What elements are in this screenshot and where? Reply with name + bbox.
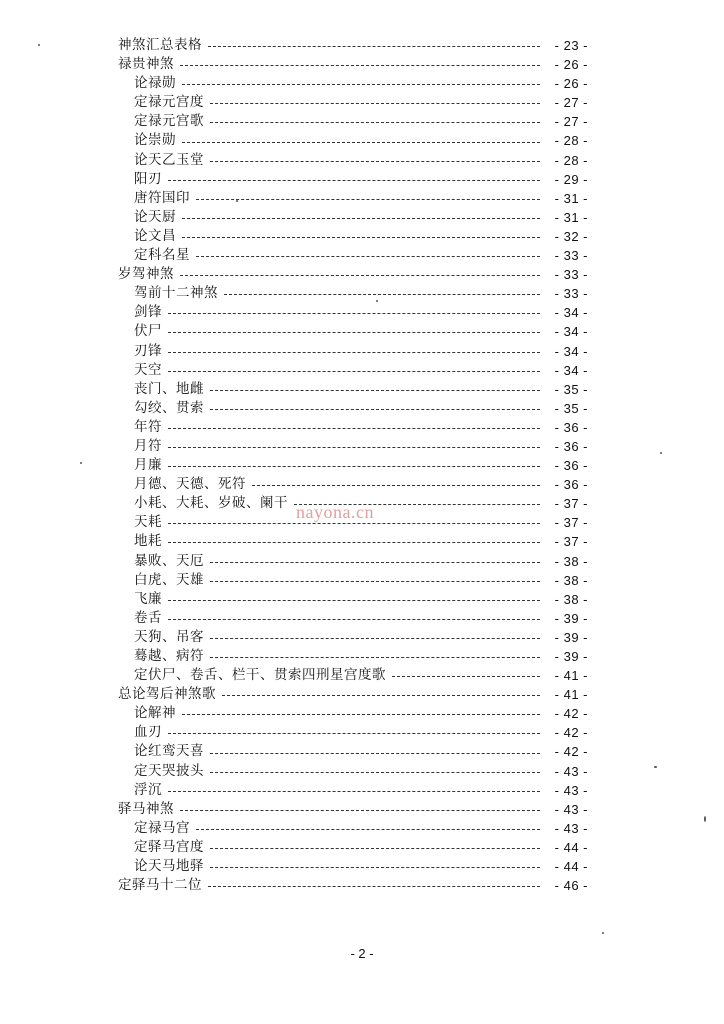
toc-entry bbox=[118, 571, 588, 590]
toc-entry-title: 论天马地驿 bbox=[134, 858, 204, 875]
toc-entry-page: - 33 - bbox=[554, 286, 588, 302]
toc-dot-leader bbox=[210, 390, 540, 391]
toc-entry-page: - 26 - bbox=[554, 76, 588, 92]
toc-dot-leader bbox=[210, 657, 540, 658]
toc-entry-page: - 31 - bbox=[554, 209, 588, 225]
toc-entry bbox=[118, 55, 588, 74]
toc-entry bbox=[118, 151, 588, 170]
toc-dot-leader bbox=[168, 428, 540, 429]
toc-entry bbox=[118, 131, 588, 150]
toc-entry-page: - 26 - bbox=[554, 57, 588, 73]
toc-dot-leader bbox=[182, 84, 540, 85]
toc-entry-title: 定驿马宫度 bbox=[134, 838, 204, 855]
toc-entry-page: - 41 - bbox=[554, 668, 588, 684]
toc-entry bbox=[118, 647, 588, 666]
toc-dot-leader bbox=[222, 695, 540, 696]
toc-dot-leader bbox=[196, 199, 540, 200]
toc-dot-leader bbox=[168, 352, 540, 353]
toc-dot-leader bbox=[210, 409, 540, 410]
toc-dot-leader bbox=[168, 447, 540, 448]
toc-entry-title: 定禄马宫 bbox=[134, 819, 190, 836]
toc-entry bbox=[118, 322, 588, 341]
toc-entry-page: - 36 - bbox=[554, 477, 588, 493]
toc-entry-title: 小耗、大耗、岁破、阑干 bbox=[134, 495, 288, 512]
toc-entry-page: - 38 - bbox=[554, 572, 588, 588]
toc-entry bbox=[118, 742, 588, 761]
toc-entry-title: 论禄勋 bbox=[134, 75, 176, 92]
toc-entry-title: 卷舌 bbox=[134, 609, 162, 626]
toc-entry-page: - 34 - bbox=[554, 324, 588, 340]
toc-entry-title: 阳刃 bbox=[134, 170, 162, 187]
toc-entry-title: 血刃 bbox=[134, 724, 162, 741]
toc-entry-title: 暴败、天厄 bbox=[134, 552, 204, 569]
toc-entry bbox=[118, 284, 588, 303]
toc-entry bbox=[118, 666, 588, 685]
toc-entry-page: - 43 - bbox=[554, 820, 588, 836]
toc-dot-leader bbox=[168, 523, 540, 524]
toc-entry-title: 月廉 bbox=[134, 457, 162, 474]
toc-entry bbox=[118, 93, 588, 112]
toc-dot-leader bbox=[168, 542, 540, 543]
toc-entry bbox=[118, 265, 588, 284]
toc-entry-title: 地耗 bbox=[134, 533, 162, 550]
toc-entry-title: 论红鸾天喜 bbox=[134, 743, 204, 760]
toc-entry-page: - 23 - bbox=[554, 38, 588, 53]
toc-entry-page: - 34 - bbox=[554, 305, 588, 321]
toc-entry-page: - 33 - bbox=[554, 248, 588, 264]
toc-entry bbox=[118, 399, 588, 418]
toc-entry bbox=[118, 456, 588, 475]
toc-entry-page: - 37 - bbox=[554, 515, 588, 531]
toc-entry-page: - 36 - bbox=[554, 419, 588, 435]
toc-entry bbox=[118, 303, 588, 322]
toc-entry-page: - 37 - bbox=[554, 496, 588, 512]
toc-entry bbox=[118, 189, 588, 208]
toc-entry bbox=[118, 361, 588, 380]
toc-entry-page: - 44 - bbox=[554, 839, 588, 855]
toc-dot-leader bbox=[180, 810, 540, 811]
toc-dot-leader bbox=[182, 714, 540, 715]
toc-entry-title: 岁驾神煞 bbox=[118, 266, 174, 283]
toc-entry bbox=[118, 704, 588, 723]
toc-entry-page: - 38 - bbox=[554, 553, 588, 569]
toc-entry bbox=[118, 36, 588, 55]
toc-dot-leader bbox=[210, 867, 540, 868]
toc-dot-leader bbox=[168, 733, 540, 734]
toc-entry bbox=[118, 246, 588, 265]
toc-entry bbox=[118, 532, 588, 551]
toc-entry bbox=[118, 838, 588, 857]
table-of-contents bbox=[118, 36, 588, 895]
toc-entry-title: 年符 bbox=[134, 418, 162, 435]
toc-entry bbox=[118, 437, 588, 456]
toc-entry bbox=[118, 112, 588, 131]
toc-entry-page: - 39 - bbox=[554, 649, 588, 664]
toc-entry-title: 论解神 bbox=[134, 705, 176, 722]
toc-dot-leader bbox=[208, 886, 540, 887]
toc-entry bbox=[118, 800, 588, 819]
toc-entry-page: - 31 - bbox=[554, 190, 588, 206]
toc-entry-page: - 27 - bbox=[554, 114, 588, 130]
toc-entry-title: 论崇勋 bbox=[134, 132, 176, 149]
page-number: - 2 - bbox=[350, 946, 374, 961]
toc-entry-page: - 36 - bbox=[554, 458, 588, 474]
toc-entry bbox=[118, 781, 588, 800]
toc-entry-page: - 41 - bbox=[554, 687, 588, 703]
toc-entry bbox=[118, 208, 588, 227]
toc-entry-page: - 46 - bbox=[554, 878, 588, 894]
toc-entry-title: 总论驾后神煞歌 bbox=[118, 686, 216, 703]
scan-speck bbox=[80, 462, 82, 464]
toc-entry-title: 禄贵神煞 bbox=[118, 56, 174, 73]
toc-dot-leader bbox=[182, 237, 540, 238]
toc-entry-page: - 39 - bbox=[554, 629, 588, 645]
scan-speck bbox=[376, 300, 378, 302]
toc-entry-title: 定禄元宫歌 bbox=[134, 113, 204, 130]
toc-dot-leader bbox=[208, 46, 540, 47]
toc-entry-page: - 43 - bbox=[554, 801, 588, 817]
toc-dot-leader bbox=[252, 485, 540, 486]
toc-entry bbox=[118, 628, 588, 647]
toc-entry-page: - 42 - bbox=[554, 706, 588, 722]
toc-entry-page: - 42 - bbox=[554, 725, 588, 741]
toc-entry bbox=[118, 380, 588, 399]
toc-entry-title: 定伏尸、卷舌、栏干、贯索四刑星宫度歌 bbox=[134, 667, 386, 684]
toc-entry bbox=[118, 819, 588, 838]
toc-entry-title: 论天厨 bbox=[134, 208, 176, 225]
toc-dot-leader bbox=[182, 142, 540, 143]
toc-entry bbox=[118, 723, 588, 742]
toc-dot-leader bbox=[210, 161, 540, 162]
toc-entry-page: - 43 - bbox=[554, 782, 588, 798]
toc-dot-leader bbox=[168, 313, 540, 314]
toc-entry-page: - 34 - bbox=[554, 362, 588, 378]
toc-entry bbox=[118, 227, 588, 246]
toc-entry bbox=[118, 876, 588, 895]
toc-dot-leader bbox=[180, 65, 540, 66]
toc-entry-title: 驾前十二神煞 bbox=[134, 285, 218, 302]
toc-dot-leader bbox=[168, 180, 540, 181]
toc-entry bbox=[118, 170, 588, 189]
toc-dot-leader bbox=[180, 275, 540, 276]
toc-entry-title: 神煞汇总表格 bbox=[118, 37, 202, 53]
toc-entry bbox=[118, 685, 588, 704]
toc-entry-page: - 43 - bbox=[554, 763, 588, 779]
toc-dot-leader bbox=[168, 332, 540, 333]
toc-entry-page: - 28 - bbox=[554, 152, 588, 168]
toc-dot-leader bbox=[168, 791, 540, 792]
toc-entry bbox=[118, 590, 588, 609]
toc-entry bbox=[118, 762, 588, 781]
toc-dot-leader bbox=[168, 466, 540, 467]
scan-speck bbox=[704, 816, 706, 822]
toc-entry-title: 论文昌 bbox=[134, 227, 176, 244]
toc-entry-page: - 27 - bbox=[554, 95, 588, 111]
scan-speck bbox=[38, 44, 40, 46]
toc-entry bbox=[118, 609, 588, 628]
toc-entry bbox=[118, 74, 588, 93]
scan-speck bbox=[654, 766, 657, 768]
toc-entry-page: - 36 - bbox=[554, 438, 588, 454]
toc-dot-leader bbox=[210, 103, 540, 104]
toc-dot-leader bbox=[210, 122, 540, 123]
toc-entry-page: - 42 - bbox=[554, 744, 588, 760]
toc-entry-title: 天狗、吊客 bbox=[134, 628, 204, 645]
toc-entry bbox=[118, 342, 588, 361]
toc-entry-page: - 29 - bbox=[554, 171, 588, 187]
toc-entry-title: 蓦越、病符 bbox=[134, 648, 204, 664]
toc-entry-title: 定科名星 bbox=[134, 247, 190, 264]
toc-entry bbox=[118, 475, 588, 494]
toc-entry-title: 白虎、天雄 bbox=[134, 571, 204, 588]
toc-dot-leader bbox=[210, 581, 540, 582]
toc-entry-title: 飞廉 bbox=[134, 590, 162, 607]
toc-entry-title: 月德、天德、死符 bbox=[134, 476, 246, 493]
toc-dot-leader bbox=[196, 829, 540, 830]
toc-entry bbox=[118, 552, 588, 571]
toc-dot-leader bbox=[168, 600, 540, 601]
toc-entry bbox=[118, 418, 588, 437]
toc-entry bbox=[118, 857, 588, 876]
toc-entry-page: - 37 - bbox=[554, 534, 588, 550]
toc-dot-leader bbox=[224, 294, 540, 295]
toc-dot-leader bbox=[182, 218, 540, 219]
scan-speck bbox=[660, 452, 662, 454]
toc-dot-leader bbox=[392, 676, 540, 677]
toc-entry-title: 浮沉 bbox=[134, 781, 162, 798]
toc-dot-leader bbox=[210, 638, 540, 639]
toc-entry-title: 唐符国印 bbox=[134, 189, 190, 206]
toc-entry-title: 月符 bbox=[134, 437, 162, 454]
toc-entry-title: 论天乙玉堂 bbox=[134, 151, 204, 168]
scan-speck bbox=[236, 200, 238, 202]
toc-entry-title: 刃锋 bbox=[134, 342, 162, 359]
toc-entry-title: 定驿马十二位 bbox=[118, 877, 202, 894]
toc-dot-leader bbox=[168, 619, 540, 620]
toc-entry-title: 伏尸 bbox=[134, 323, 162, 340]
toc-entry-title: 驿马神煞 bbox=[118, 800, 174, 817]
toc-dot-leader bbox=[168, 371, 540, 372]
toc-entry-title: 天空 bbox=[134, 361, 162, 378]
scan-speck bbox=[602, 932, 604, 934]
toc-dot-leader bbox=[210, 562, 540, 563]
toc-entry-title: 勾绞、贯索 bbox=[134, 399, 204, 416]
toc-entry-page: - 44 - bbox=[554, 859, 588, 875]
toc-entry-title: 定禄元宫度 bbox=[134, 94, 204, 111]
toc-entry-title: 剑锋 bbox=[134, 304, 162, 321]
toc-entry-title: 天耗 bbox=[134, 514, 162, 531]
toc-dot-leader bbox=[196, 256, 540, 257]
toc-entry-page: - 35 - bbox=[554, 381, 588, 397]
toc-entry-page: - 34 - bbox=[554, 343, 588, 359]
toc-entry-page: - 33 - bbox=[554, 267, 588, 283]
toc-entry-page: - 28 - bbox=[554, 133, 588, 149]
toc-entry-title: 定天哭披头 bbox=[134, 762, 204, 779]
toc-dot-leader bbox=[210, 753, 540, 754]
toc-entry-page: - 39 - bbox=[554, 610, 588, 626]
toc-entry-page: - 35 - bbox=[554, 400, 588, 416]
toc-dot-leader bbox=[210, 848, 540, 849]
watermark: nayona.cn bbox=[296, 502, 374, 522]
toc-entry-page: - 32 - bbox=[554, 228, 588, 244]
toc-entry-page: - 38 - bbox=[554, 591, 588, 607]
toc-dot-leader bbox=[210, 772, 540, 773]
toc-entry-title: 丧门、地雌 bbox=[134, 380, 204, 397]
